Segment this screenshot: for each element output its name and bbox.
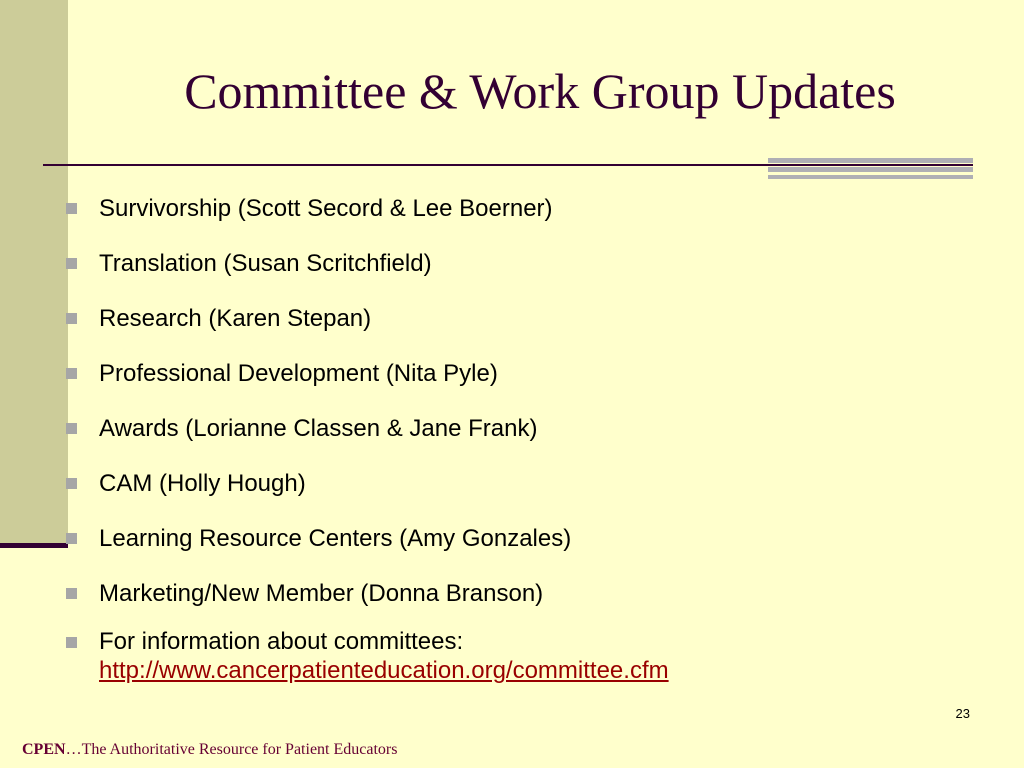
title-divider bbox=[43, 164, 973, 166]
info-block bbox=[99, 627, 669, 685]
square-bullet-icon bbox=[66, 368, 77, 379]
square-bullet-icon bbox=[66, 533, 77, 544]
list-item bbox=[64, 181, 984, 236]
list-item bbox=[64, 566, 984, 621]
square-bullet-icon bbox=[66, 258, 77, 269]
left-decorative-band bbox=[0, 0, 68, 548]
slide-title: Committee & Work Group Updates bbox=[184, 63, 896, 119]
list-item bbox=[64, 236, 984, 291]
footer-brand: CPEN bbox=[22, 741, 66, 758]
info-text: For information about committees: bbox=[99, 628, 464, 655]
list-item bbox=[64, 511, 984, 566]
footer bbox=[22, 741, 397, 759]
square-bullet-icon bbox=[66, 588, 77, 599]
bullet-text: CAM (Holly Hough) bbox=[99, 469, 306, 497]
info-list-item bbox=[64, 627, 984, 685]
accent-bar-3 bbox=[768, 175, 973, 179]
committee-link[interactable]: http://www.cancerpatienteducation.org/committee.cfm bbox=[99, 657, 669, 684]
left-band-rule bbox=[0, 543, 68, 548]
accent-bar-1 bbox=[768, 158, 973, 163]
list-item bbox=[64, 456, 984, 511]
bullet-text: Professional Development (Nita Pyle) bbox=[99, 359, 498, 387]
square-bullet-icon bbox=[66, 478, 77, 489]
list-item bbox=[64, 401, 984, 456]
list-item bbox=[64, 291, 984, 346]
square-bullet-icon bbox=[66, 423, 77, 434]
square-bullet-icon bbox=[66, 203, 77, 214]
bullet-text: Research (Karen Stepan) bbox=[99, 304, 372, 332]
accent-bar-2 bbox=[768, 167, 973, 172]
square-bullet-icon bbox=[66, 637, 77, 648]
bullet-list bbox=[64, 181, 984, 685]
list-item bbox=[64, 346, 984, 401]
bullet-text: Translation (Susan Scritchfield) bbox=[99, 249, 432, 277]
bullet-text: Awards (Lorianne Classen & Jane Frank) bbox=[99, 414, 538, 442]
bullet-text: Survivorship (Scott Secord & Lee Boerner) bbox=[99, 194, 553, 222]
footer-tagline: …The Authoritative Resource for Patient Educators bbox=[65, 741, 398, 758]
slide-number: 23 bbox=[955, 706, 970, 721]
bullet-text: Marketing/New Member (Donna Branson) bbox=[99, 579, 544, 607]
square-bullet-icon bbox=[66, 313, 77, 324]
bullet-text: Learning Resource Centers (Amy Gonzales) bbox=[99, 524, 572, 552]
